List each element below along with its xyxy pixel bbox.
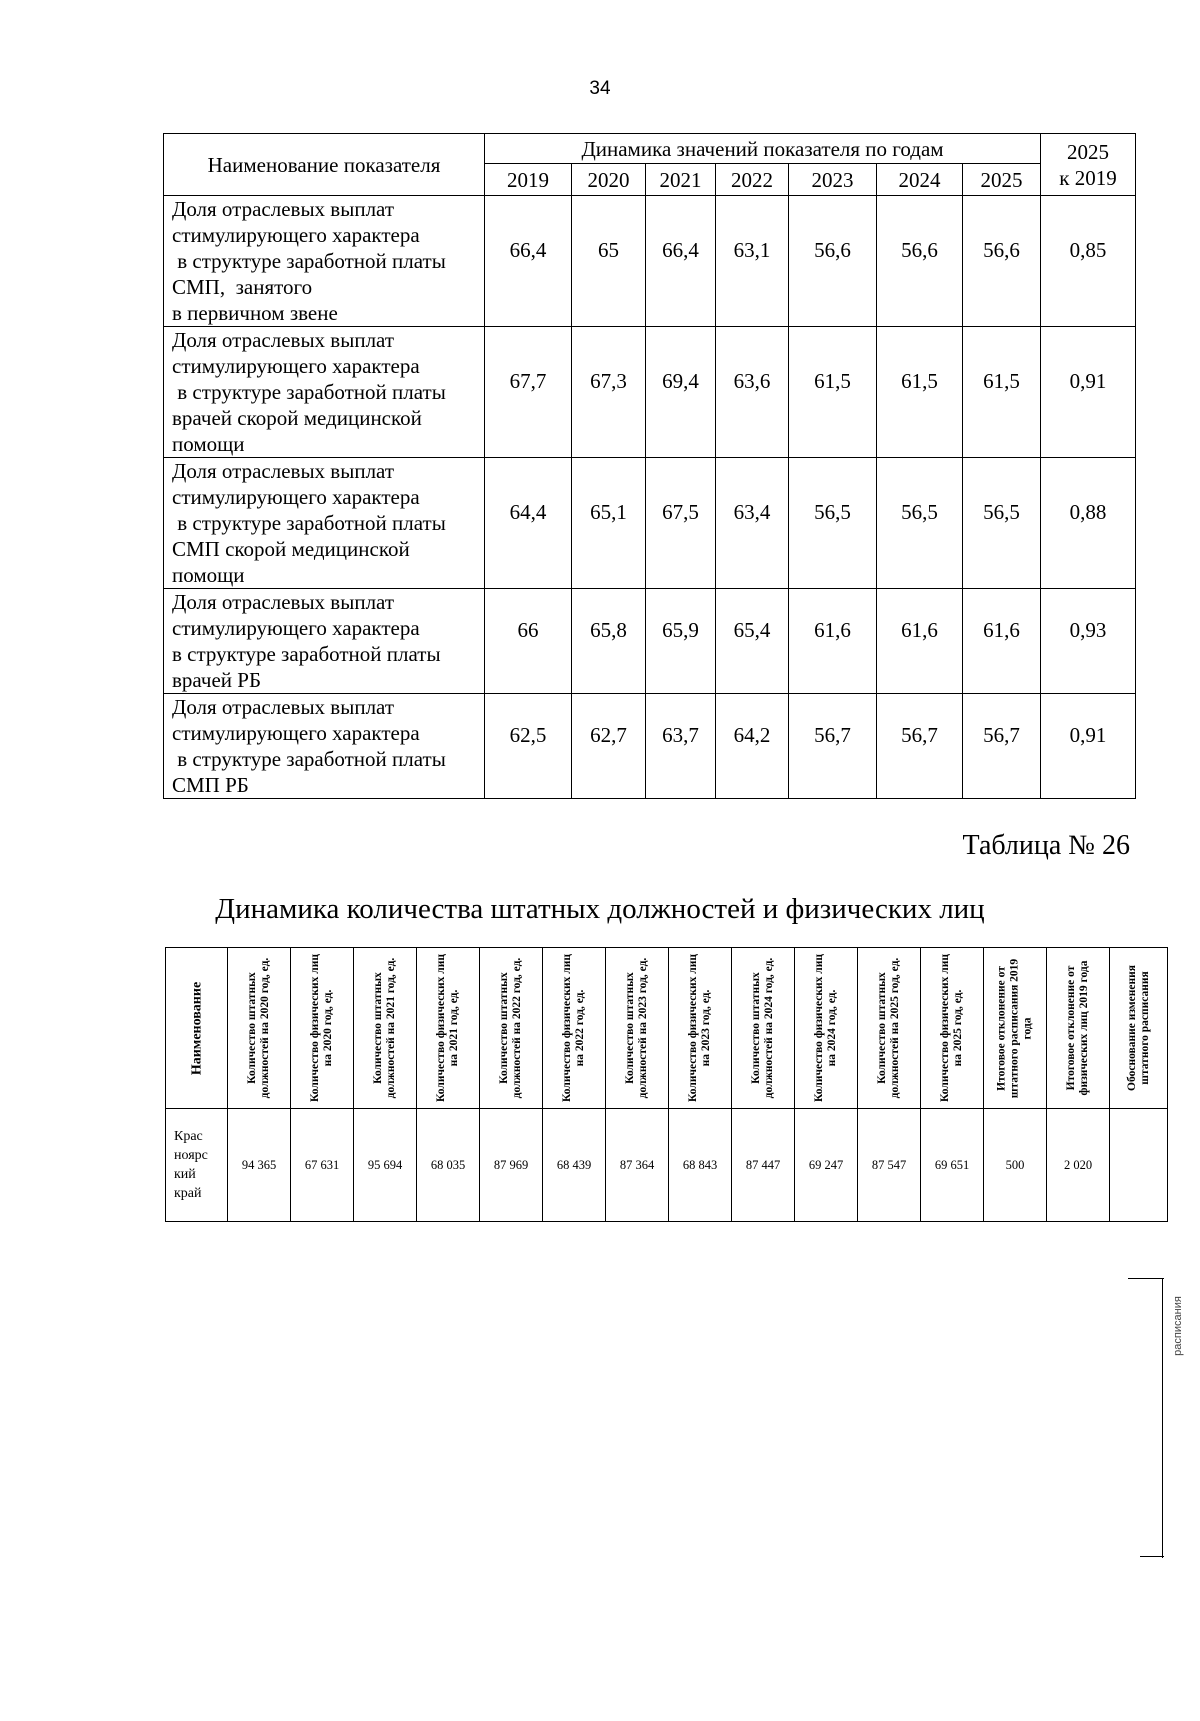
year-header: 2023 [789,164,877,196]
rotated-col-header [480,948,543,1109]
staffing-value-cell: 94 365 [228,1109,291,1222]
year-header: 2020 [572,164,646,196]
rotated-col-header [669,948,732,1109]
indicator-name [164,458,485,589]
year-header: 2025 [963,164,1041,196]
indicator-name-line: в структуре заработной платы [172,249,446,273]
rotated-col-header [543,948,606,1109]
indicator-name [164,196,485,327]
table-row [164,589,1136,694]
rotated-col-header-text: Количество штатных должностей на 2020 год, ед. [246,957,271,1099]
indicator-name-line: Доля отраслевых выплат [172,197,395,221]
rotated-col-header-text: Количество физических лиц на 2022 год, ед. [561,954,586,1102]
indicator-name-line: в структуре заработной платы [172,747,446,771]
year-header: 2021 [646,164,716,196]
rotated-col-header-text: Наименование [189,981,204,1075]
table-label: Таблица № 26 [962,830,1130,861]
year-value-cell: 65,4 [716,589,789,694]
rotated-col-header [354,948,417,1109]
table-row [164,196,1136,327]
indicator-name [164,327,485,458]
indicator-name-line: помощи [172,432,245,456]
indicator-name-line: в структуре заработной платы [172,642,441,666]
year-value-cell: 63,4 [716,458,789,589]
year-value-cell: 61,6 [789,589,877,694]
rotated-col-header-text: Количество физических лиц на 2024 год, ед. [813,954,838,1102]
year-value-cell: 64,4 [485,458,572,589]
year-value-cell: 56,5 [877,458,963,589]
year-value-cell: 67,7 [485,327,572,458]
rotated-col-header [984,948,1047,1109]
rotated-col-header [606,948,669,1109]
year-value-cell: 61,5 [877,327,963,458]
table-row [164,327,1136,458]
year-header: 2024 [877,164,963,196]
rotated-col-header-text: Количество штатных должностей на 2025 год, ед. [876,957,901,1099]
rotated-col-header-text: Количество физических лиц на 2020 год, ед. [309,954,334,1102]
indicator-name-line: стимулирующего характера [172,721,420,745]
staffing-value-cell: 68 439 [543,1109,606,1222]
rotated-col-header [858,948,921,1109]
table-row [164,458,1136,589]
col-header-ratio [1041,134,1136,196]
year-value-cell: 65,9 [646,589,716,694]
indicator-dynamics-table [163,133,1136,799]
rotated-col-header-text: Количество физических лиц на 2021 год, ед. [435,954,460,1102]
table-row [164,694,1136,799]
staffing-value-cell: 87 969 [480,1109,543,1222]
region-name-line: кий [174,1167,196,1182]
rotated-col-header-text: Количество штатных должностей на 2021 год, ед. [372,957,397,1099]
side-fragment-text: расписания [1171,1296,1184,1356]
staffing-value-cell: 69 247 [795,1109,858,1222]
year-value-cell: 64,2 [716,694,789,799]
page-number: 34 [589,78,611,99]
rotated-col-header-text: Количество штатных должностей на 2024 год, ед. [750,957,775,1099]
col-header-indicator-name: Наименование показателя [164,134,485,196]
staffing-value-cell: 67 631 [291,1109,354,1222]
staffing-value-cell: 87 364 [606,1109,669,1222]
year-value-cell: 65,1 [572,458,646,589]
ratio-value-cell: 0,91 [1041,327,1136,458]
year-value-cell: 61,5 [963,327,1041,458]
year-value-cell: 65,8 [572,589,646,694]
indicator-name-line: Доля отраслевых выплат [172,590,395,614]
rotated-col-header [1047,948,1110,1109]
rotated-col-header-text: Количество физических лиц на 2023 год, ед. [687,954,712,1102]
year-value-cell: 61,6 [963,589,1041,694]
rotated-col-header [732,948,795,1109]
ratio-value-cell: 0,91 [1041,694,1136,799]
ratio-header-line2: к 2019 [1059,165,1117,190]
year-value-cell: 63,1 [716,196,789,327]
year-value-cell: 66 [485,589,572,694]
region-name-line: ноярс [174,1148,208,1163]
indicator-name [164,694,485,799]
staffing-value-cell: 68 843 [669,1109,732,1222]
indicator-name-line: Доля отраслевых выплат [172,459,395,483]
region-name [166,1109,228,1222]
scan-edge-line-right [1162,1278,1163,1558]
rotated-col-header [921,948,984,1109]
indicator-name-line: СМП скорой медицинской [172,537,410,561]
region-name-line: край [174,1186,202,1201]
indicator-name-line: в структуре заработной платы [172,511,446,535]
staffing-value-cell: 87 447 [732,1109,795,1222]
rotated-col-header-text: Количество штатных должностей на 2023 год, ед. [624,957,649,1099]
indicator-name-line: врачей РБ [172,668,262,692]
region-name-line: Крас [174,1129,203,1144]
year-value-cell: 56,6 [877,196,963,327]
indicator-name-line: стимулирующего характера [172,223,420,247]
year-value-cell: 62,7 [572,694,646,799]
year-value-cell: 63,6 [716,327,789,458]
year-value-cell: 66,4 [646,196,716,327]
rotated-col-header [417,948,480,1109]
staffing-value-cell: 500 [984,1109,1047,1222]
year-header: 2022 [716,164,789,196]
year-value-cell: 67,3 [572,327,646,458]
ratio-value-cell: 0,93 [1041,589,1136,694]
year-value-cell: 62,5 [485,694,572,799]
year-value-cell: 56,6 [789,196,877,327]
indicator-name-line: врачей скорой медицинской [172,406,422,430]
year-value-cell: 56,5 [789,458,877,589]
staffing-value-cell [1110,1109,1168,1222]
year-value-cell: 56,6 [963,196,1041,327]
year-value-cell: 56,5 [963,458,1041,589]
year-value-cell: 56,7 [963,694,1041,799]
staffing-dynamics-table [165,947,1168,1222]
scan-edge-line-top-right [1128,1278,1164,1279]
rotated-col-header-text: Количество физических лиц на 2025 год, ед. [939,954,964,1102]
year-value-cell: 61,6 [877,589,963,694]
year-value-cell: 66,4 [485,196,572,327]
rotated-col-header [228,948,291,1109]
year-header: 2019 [485,164,572,196]
year-value-cell: 56,7 [877,694,963,799]
year-value-cell: 67,5 [646,458,716,589]
indicator-name [164,589,485,694]
indicator-name-line: в структуре заработной платы [172,380,446,404]
rotated-col-header-text: Итоговое отклонение от физических лиц 2019 года [1065,960,1090,1096]
year-value-cell: 61,5 [789,327,877,458]
col-header-dynamics: Динамика значений показателя по годам [485,134,1041,164]
staffing-value-cell: 95 694 [354,1109,417,1222]
year-value-cell: 63,7 [646,694,716,799]
year-value-cell: 56,7 [789,694,877,799]
rotated-col-header [1110,948,1168,1109]
staffing-value-cell: 2 020 [1047,1109,1110,1222]
rotated-col-header-text: Обоснование изменения штатного расписания [1125,965,1151,1091]
scan-edge-line-bottom-right [1140,1556,1164,1557]
rotated-col-header [291,948,354,1109]
rotated-col-header [795,948,858,1109]
table-title: Динамика количества штатных должностей и физических лиц [215,893,985,925]
rotated-col-header-text: Итоговое отклонение от штатного расписания 2019 года [995,958,1034,1098]
ratio-header-line1: 2025 [1067,139,1110,164]
ratio-value-cell: 0,88 [1041,458,1136,589]
staffing-value-cell: 69 651 [921,1109,984,1222]
indicator-name-line: стимулирующего характера [172,616,420,640]
table-row [166,1109,1168,1222]
indicator-name-line: СМП РБ [172,773,249,797]
ratio-value-cell: 0,85 [1041,196,1136,327]
rotated-col-header-text: Количество штатных должностей на 2022 год, ед. [498,957,523,1099]
staffing-value-cell: 68 035 [417,1109,480,1222]
indicator-name-line: СМП, занятого [172,275,313,299]
indicator-name-line: Доля отраслевых выплат [172,695,395,719]
indicator-name-line: Доля отраслевых выплат [172,328,395,352]
indicator-name-line: помощи [172,563,245,587]
staffing-value-cell: 87 547 [858,1109,921,1222]
indicator-name-line: стимулирующего характера [172,485,420,509]
indicator-name-line: стимулирующего характера [172,354,420,378]
indicator-name-line: в первичном звене [172,301,338,325]
year-value-cell: 69,4 [646,327,716,458]
rotated-col-header [166,948,228,1109]
year-value-cell: 65 [572,196,646,327]
